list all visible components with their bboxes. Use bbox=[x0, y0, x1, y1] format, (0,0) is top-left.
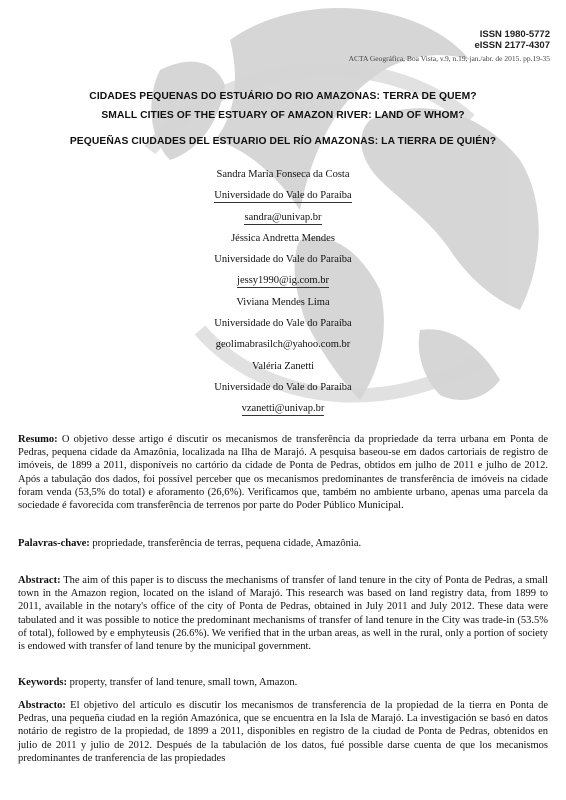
author-name: Valéria Zanetti bbox=[251, 360, 315, 372]
palavras-chave-text: propriedade, transferência de terras, pequena cidade, Amazônia. bbox=[92, 538, 362, 549]
issn-block bbox=[474, 29, 550, 51]
author-name: Sandra Maria Fonseca da Costa bbox=[216, 169, 350, 180]
abstracto-label: Abstracto: bbox=[18, 700, 66, 711]
palavras-chave-paragraph bbox=[18, 537, 548, 550]
author-email-link[interactable]: jessy1990@ig.com.br bbox=[237, 275, 329, 287]
abstract-text: The aim of this paper is to discuss the mechanisms of transfer of land tenure in the city of Ponta de Pedras, a small town in the Amazon region, located on the island of Marajó. This research was based on land registry data, from 1899 to 2011, available in the notary's office of the city of Ponta de Pedras, obtained in July 2011 and July 2012. These data were tabulated and it was possible to notice the predominant mechanisms of transfer of land tenure in the City was trade-in (53.5% of total), followed by e emphyteusis (26.6%). We verified that in the urban areas, as well in the rural, only a portion of society is endowed with transfer of land tenure by the municipal government. bbox=[18, 575, 548, 653]
resumo-label: Resumo: bbox=[18, 434, 58, 445]
resumo-text: O objetivo desse artigo é discutir os mecanismos de transferência da propriedade da terra urbana em Ponta de Pedras, pequena cidade da Amazônia, localizada na Ilha de Marajó. A pesquisa baseou-se em dados cartoriais de registro de imóveis, de 1899 a 2011, disponíveis no cartório da cidade de Ponta de Pedras, obtidos em julho de 2011 e julho de 2012. Após a tabulação dos dados, foi possível perceber que os mecanismos predominantes de transferência de imóveis na cidade foram venda (53,5% do total) e aforamento (26,6%). Verificamos que, também no ambiente urbano, apenas uma parcela da sociedade é favorecida com transferência de terrenos por parte do Poder Público Municipal. bbox=[18, 434, 549, 512]
journal-reference: ACTA Geográfica, Boa Vista, v.9, n.19, jan./abr. de 2015. pp.19-35 bbox=[348, 54, 550, 63]
abstract-paragraph bbox=[18, 574, 548, 653]
abstract-label: Abstract: bbox=[18, 575, 61, 586]
author-list bbox=[0, 164, 566, 420]
resumo-paragraph bbox=[18, 433, 548, 512]
keywords-paragraph bbox=[18, 676, 548, 689]
author-affiliation: Universidade do Vale do Paraíba bbox=[214, 254, 352, 266]
author-name: Viviana Mendes Lima bbox=[236, 296, 330, 308]
title-portuguese: CIDADES PEQUENAS DO ESTUÁRIO DO RIO AMAZONAS: TERRA DE QUEM? bbox=[89, 91, 477, 102]
author-affiliation: Universidade do Vale do Paraíba bbox=[214, 190, 352, 202]
eissn: eISSN 2177-4307 bbox=[474, 40, 550, 51]
author-affiliation: Universidade do Vale do Paraíba bbox=[214, 381, 352, 393]
abstracto-paragraph bbox=[18, 699, 548, 765]
issn: ISSN 1980-5772 bbox=[479, 29, 550, 40]
author-email-link[interactable]: vzanetti@univap.br bbox=[241, 403, 325, 415]
author-name: Jéssica Andretta Mendes bbox=[231, 232, 335, 244]
keywords-label: Keywords: bbox=[18, 677, 67, 688]
title-english: SMALL CITIES OF THE ESTUARY OF AMAZON RIVER: LAND OF WHOM? bbox=[101, 110, 465, 121]
title-spanish: PEQUEÑAS CIUDADES DEL ESTUARIO DEL RÍO AMAZONAS: LA TIERRA DE QUIÉN? bbox=[69, 136, 497, 147]
author-email: geolimabrasilch@yahoo.com.br bbox=[215, 339, 351, 351]
palavras-chave-label: Palavras-chave: bbox=[18, 538, 90, 549]
keywords-text: property, transfer of land tenure, small town, Amazon. bbox=[69, 677, 298, 688]
author-affiliation: Universidade do Vale do Paraíba bbox=[214, 318, 352, 330]
abstracto-text: El objetivo del artículo es discutir los mecanismos de transferencia de la propiedad de la tierra en Ponta de Pedras, una pequeña ciudad en la región Amazónica, que se encuentra en la Isla de Marajó. La investigación se basó en datos notário de registro de la propiedad, de 1899 a 2011, disponibles en registro de la ciudad de Ponta de Pedras, obtenidos en julio de 2011 y julio de 2012. Después de la tabulación de los datos, fué possible darse cuenta de que los mecanismos predominantes de tranferencia de las propiedades bbox=[18, 700, 548, 764]
author-email-link[interactable]: sandra@univap.br bbox=[244, 211, 322, 223]
